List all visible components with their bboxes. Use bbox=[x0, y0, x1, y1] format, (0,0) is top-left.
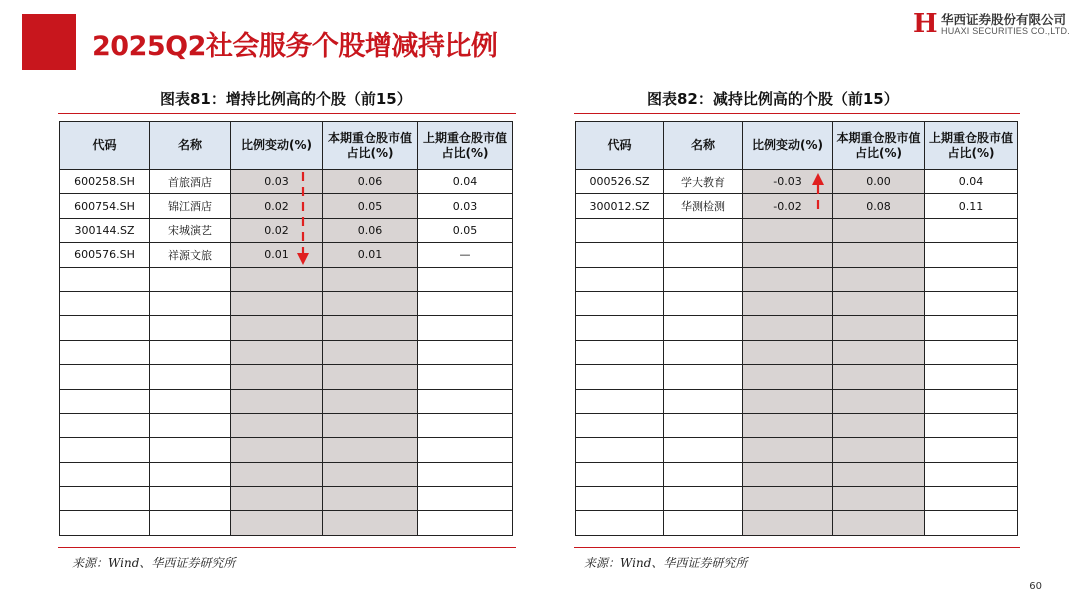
current-weight-cell bbox=[323, 511, 418, 535]
name-cell bbox=[664, 291, 743, 315]
change-cell bbox=[231, 487, 323, 511]
prior-weight-cell: 0.03 bbox=[418, 194, 513, 218]
change-cell bbox=[743, 316, 833, 340]
prior-weight-cell bbox=[925, 511, 1018, 535]
code-cell bbox=[60, 340, 150, 364]
current-weight-cell: 0.05 bbox=[323, 194, 418, 218]
change-cell bbox=[231, 316, 323, 340]
name-cell bbox=[150, 340, 231, 364]
code-cell bbox=[576, 218, 664, 242]
prior-weight-cell bbox=[418, 340, 513, 364]
code-cell bbox=[576, 365, 664, 389]
change-cell bbox=[743, 267, 833, 291]
change-cell bbox=[743, 291, 833, 315]
name-cell bbox=[664, 389, 743, 413]
prior-weight-cell bbox=[418, 511, 513, 535]
code-cell bbox=[60, 487, 150, 511]
current-weight-cell: 0.06 bbox=[323, 218, 418, 242]
code-cell bbox=[60, 438, 150, 462]
current-weight-cell bbox=[833, 389, 925, 413]
table-row bbox=[60, 462, 513, 486]
table-row bbox=[60, 365, 513, 389]
prior-weight-cell: 0.11 bbox=[925, 194, 1018, 218]
current-weight-cell bbox=[323, 389, 418, 413]
current-weight-cell: 0.00 bbox=[833, 170, 925, 194]
change-cell bbox=[231, 389, 323, 413]
prior-weight-cell bbox=[418, 438, 513, 462]
code-cell bbox=[576, 389, 664, 413]
prior-weight-cell bbox=[925, 218, 1018, 242]
current-weight-cell: 0.06 bbox=[323, 170, 418, 194]
code-cell: 300144.SZ bbox=[60, 218, 150, 242]
change-cell bbox=[743, 243, 833, 267]
prior-weight-cell bbox=[925, 413, 1018, 437]
down-arrow-icon bbox=[296, 172, 310, 268]
name-cell: 祥源文旅 bbox=[150, 243, 231, 267]
prior-weight-cell bbox=[925, 243, 1018, 267]
current-weight-cell bbox=[833, 511, 925, 535]
table-row bbox=[60, 316, 513, 340]
logo-mark-icon: H bbox=[913, 9, 938, 39]
current-weight-cell bbox=[833, 462, 925, 486]
table-row bbox=[576, 389, 1018, 413]
table-row bbox=[576, 365, 1018, 389]
name-cell bbox=[150, 438, 231, 462]
current-weight-cell bbox=[323, 340, 418, 364]
table-row bbox=[576, 511, 1018, 535]
table-row bbox=[576, 243, 1018, 267]
current-weight-cell: 0.08 bbox=[833, 194, 925, 218]
name-cell bbox=[664, 218, 743, 242]
table-row bbox=[60, 389, 513, 413]
table-row bbox=[576, 438, 1018, 462]
current-weight-cell bbox=[323, 413, 418, 437]
left-source-note: 来源：Wind、华西证券研究所 bbox=[72, 556, 236, 570]
current-weight-cell bbox=[833, 291, 925, 315]
table-row bbox=[576, 316, 1018, 340]
change-cell bbox=[231, 291, 323, 315]
prior-weight-cell bbox=[418, 291, 513, 315]
code-cell bbox=[576, 340, 664, 364]
right-title-rule bbox=[574, 113, 1020, 114]
right-table-header-row bbox=[576, 122, 1018, 170]
title-accent-block bbox=[22, 14, 76, 70]
table-row bbox=[576, 267, 1018, 291]
current-weight-cell bbox=[833, 438, 925, 462]
prior-weight-cell bbox=[925, 316, 1018, 340]
name-cell: 首旅酒店 bbox=[150, 170, 231, 194]
code-cell bbox=[576, 438, 664, 462]
table-row bbox=[576, 340, 1018, 364]
change-cell bbox=[231, 340, 323, 364]
table-row bbox=[60, 218, 513, 242]
code-cell: 600754.SH bbox=[60, 194, 150, 218]
prior-weight-cell: 0.04 bbox=[418, 170, 513, 194]
name-cell bbox=[150, 462, 231, 486]
page-title: 2025Q2社会服务个股增减持比例 bbox=[92, 31, 498, 62]
name-cell bbox=[150, 365, 231, 389]
name-cell bbox=[150, 291, 231, 315]
change-cell: -0.02 bbox=[743, 194, 833, 218]
table-row bbox=[60, 413, 513, 437]
change-cell bbox=[743, 487, 833, 511]
name-cell bbox=[150, 316, 231, 340]
code-cell bbox=[60, 267, 150, 291]
code-cell bbox=[576, 413, 664, 437]
left-bottom-rule bbox=[58, 547, 516, 548]
name-cell: 宋城演艺 bbox=[150, 218, 231, 242]
name-cell: 华测检测 bbox=[664, 194, 743, 218]
page-number: 60 bbox=[1029, 581, 1042, 592]
column-header: 比例变动(%) bbox=[743, 122, 833, 170]
current-weight-cell bbox=[833, 413, 925, 437]
change-cell: 0.02 bbox=[231, 194, 323, 218]
current-weight-cell bbox=[833, 487, 925, 511]
table-row bbox=[576, 487, 1018, 511]
table-row bbox=[60, 194, 513, 218]
name-cell bbox=[664, 511, 743, 535]
prior-weight-cell bbox=[925, 389, 1018, 413]
current-weight-cell bbox=[833, 316, 925, 340]
table-row bbox=[60, 267, 513, 291]
prior-weight-cell bbox=[418, 389, 513, 413]
name-cell: 锦江酒店 bbox=[150, 194, 231, 218]
change-cell: -0.03 bbox=[743, 170, 833, 194]
up-arrow-icon bbox=[811, 172, 825, 218]
change-cell bbox=[743, 389, 833, 413]
prior-weight-cell: 0.05 bbox=[418, 218, 513, 242]
current-weight-cell bbox=[833, 218, 925, 242]
code-cell: 000526.SZ bbox=[576, 170, 664, 194]
prior-weight-cell bbox=[925, 487, 1018, 511]
column-header: 名称 bbox=[664, 122, 743, 170]
prior-weight-cell bbox=[418, 365, 513, 389]
table-row bbox=[576, 462, 1018, 486]
code-cell: 600258.SH bbox=[60, 170, 150, 194]
name-cell bbox=[664, 365, 743, 389]
change-cell bbox=[743, 462, 833, 486]
prior-weight-cell bbox=[925, 291, 1018, 315]
column-header: 名称 bbox=[150, 122, 231, 170]
change-cell: 0.01 bbox=[231, 243, 323, 267]
right-bottom-rule bbox=[574, 547, 1020, 548]
current-weight-cell bbox=[323, 365, 418, 389]
name-cell: 学大教育 bbox=[664, 170, 743, 194]
code-cell bbox=[576, 267, 664, 291]
prior-weight-cell bbox=[925, 438, 1018, 462]
left-table-header-row bbox=[60, 122, 513, 170]
prior-weight-cell bbox=[418, 462, 513, 486]
current-weight-cell bbox=[323, 316, 418, 340]
right-source-note: 来源：Wind、华西证券研究所 bbox=[584, 556, 748, 570]
column-header: 代码 bbox=[60, 122, 150, 170]
table-row bbox=[60, 340, 513, 364]
current-weight-cell bbox=[323, 267, 418, 291]
left-table-title: 图表81：增持比例高的个股（前15） bbox=[160, 90, 412, 108]
name-cell bbox=[664, 340, 743, 364]
right-table bbox=[575, 121, 1018, 536]
code-cell bbox=[60, 462, 150, 486]
name-cell bbox=[150, 511, 231, 535]
prior-weight-cell bbox=[925, 267, 1018, 291]
current-weight-cell bbox=[323, 438, 418, 462]
change-cell bbox=[743, 438, 833, 462]
code-cell bbox=[576, 243, 664, 267]
logo-en-name: HUAXI SECURITIES CO.,LTD. bbox=[941, 26, 1070, 36]
column-header: 本期重仓股市值占比(%) bbox=[833, 122, 925, 170]
name-cell bbox=[150, 389, 231, 413]
table-row bbox=[60, 291, 513, 315]
code-cell bbox=[60, 511, 150, 535]
change-cell bbox=[231, 462, 323, 486]
column-header: 比例变动(%) bbox=[231, 122, 323, 170]
name-cell bbox=[150, 267, 231, 291]
column-header: 本期重仓股市值占比(%) bbox=[323, 122, 418, 170]
change-cell bbox=[743, 511, 833, 535]
current-weight-cell: 0.01 bbox=[323, 243, 418, 267]
prior-weight-cell bbox=[418, 413, 513, 437]
code-cell bbox=[576, 511, 664, 535]
left-table bbox=[59, 121, 513, 536]
prior-weight-cell bbox=[418, 267, 513, 291]
code-cell bbox=[60, 389, 150, 413]
column-header: 代码 bbox=[576, 122, 664, 170]
current-weight-cell bbox=[323, 462, 418, 486]
name-cell bbox=[664, 462, 743, 486]
code-cell: 300012.SZ bbox=[576, 194, 664, 218]
table-row bbox=[60, 243, 513, 267]
change-cell bbox=[231, 365, 323, 389]
change-cell bbox=[231, 413, 323, 437]
code-cell bbox=[60, 291, 150, 315]
prior-weight-cell bbox=[418, 316, 513, 340]
table-row bbox=[60, 511, 513, 535]
name-cell bbox=[150, 413, 231, 437]
name-cell bbox=[664, 413, 743, 437]
prior-weight-cell bbox=[925, 365, 1018, 389]
current-weight-cell bbox=[833, 267, 925, 291]
column-header: 上期重仓股市值占比(%) bbox=[925, 122, 1018, 170]
current-weight-cell bbox=[833, 365, 925, 389]
current-weight-cell bbox=[323, 291, 418, 315]
code-cell bbox=[60, 316, 150, 340]
code-cell: 600576.SH bbox=[60, 243, 150, 267]
column-header: 上期重仓股市值占比(%) bbox=[418, 122, 513, 170]
code-cell bbox=[60, 413, 150, 437]
prior-weight-cell: — bbox=[418, 243, 513, 267]
name-cell bbox=[664, 487, 743, 511]
change-cell bbox=[231, 267, 323, 291]
table-row bbox=[576, 291, 1018, 315]
change-cell bbox=[231, 438, 323, 462]
current-weight-cell bbox=[323, 487, 418, 511]
name-cell bbox=[150, 487, 231, 511]
prior-weight-cell bbox=[925, 340, 1018, 364]
table-row bbox=[60, 170, 513, 194]
table-row bbox=[60, 438, 513, 462]
table-row bbox=[576, 218, 1018, 242]
prior-weight-cell bbox=[418, 487, 513, 511]
change-cell bbox=[743, 365, 833, 389]
change-cell bbox=[743, 340, 833, 364]
name-cell bbox=[664, 316, 743, 340]
name-cell bbox=[664, 267, 743, 291]
change-cell bbox=[743, 413, 833, 437]
code-cell bbox=[576, 316, 664, 340]
code-cell bbox=[576, 462, 664, 486]
change-cell: 0.02 bbox=[231, 218, 323, 242]
left-title-rule bbox=[58, 113, 516, 114]
current-weight-cell bbox=[833, 243, 925, 267]
table-row bbox=[60, 487, 513, 511]
change-cell bbox=[231, 511, 323, 535]
prior-weight-cell: 0.04 bbox=[925, 170, 1018, 194]
name-cell bbox=[664, 438, 743, 462]
code-cell bbox=[576, 487, 664, 511]
name-cell bbox=[664, 243, 743, 267]
current-weight-cell bbox=[833, 340, 925, 364]
table-row bbox=[576, 170, 1018, 194]
change-cell: 0.03 bbox=[231, 170, 323, 194]
company-logo bbox=[913, 9, 1073, 41]
prior-weight-cell bbox=[925, 462, 1018, 486]
change-cell bbox=[743, 218, 833, 242]
right-table-title: 图表82：减持比例高的个股（前15） bbox=[647, 90, 899, 108]
code-cell bbox=[576, 291, 664, 315]
logo-cn-name: 华西证券股份有限公司 bbox=[941, 12, 1067, 27]
table-row bbox=[576, 194, 1018, 218]
code-cell bbox=[60, 365, 150, 389]
table-row bbox=[576, 413, 1018, 437]
